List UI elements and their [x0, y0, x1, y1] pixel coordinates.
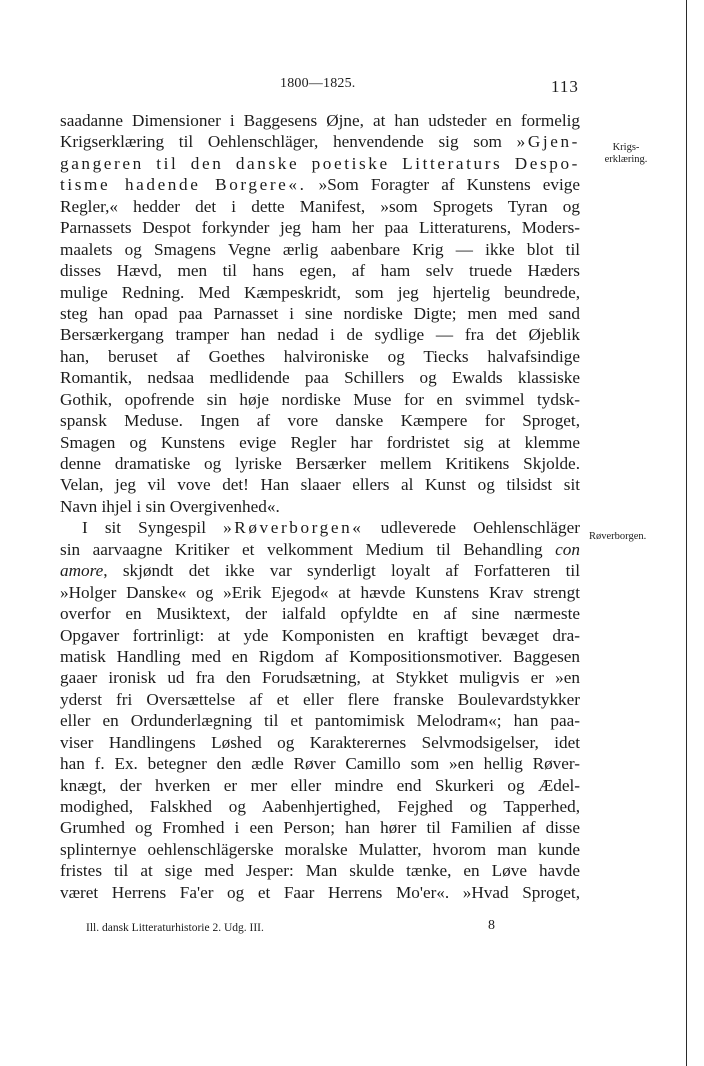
text-line: Krigserklæring til Oehlenschläger, henvendende sig som »Gjen-	[60, 132, 580, 152]
text-line: Regler,« hedder det i dette Manifest, »som Sprogets Tyran og	[60, 196, 580, 216]
text-line: steg han opad paa Parnasset i sine nordiske Digte; men med sand	[60, 303, 580, 323]
text-line: mulige Redning. Med Kæmpeskridt, som jeg hjertelig beundrede,	[60, 282, 580, 302]
text-line: amore, skjøndt det ikke var synderligt loyalt af Forfatteren til	[60, 561, 580, 581]
text-line: Navn ihjel i sin Overgivenhed«.	[60, 496, 280, 516]
text-line: gaaer ironisk ud fra den Forudsætning, at Stykket muligvis er »en	[60, 668, 580, 688]
text-line: tisme hadende Borgere«. »Som Foragter af Kunstens evige	[60, 175, 580, 195]
spaced-text: tisme hadende Borgere«.	[60, 175, 307, 195]
text-line: spansk Meduse. Ingen af vore danske Kæmpere for Sproget,	[60, 411, 580, 431]
text-line: Opgaver fortrinligt: at yde Komponisten en kraftigt bevæget dra-	[60, 625, 580, 645]
spaced-text: »Røverborgen«	[223, 518, 364, 538]
page-number: 113	[551, 77, 579, 96]
text-line: Grumhed og Fromhed i een Person; han hører til Familien af disse	[60, 818, 580, 838]
italic-text: con	[555, 539, 580, 559]
italic-text: amore	[60, 561, 104, 581]
text-line: Velan, jeg vil vove det! Han slaaer ellers al Kunst og tilsidst sit	[60, 475, 580, 495]
text-line: matisk Handling med en Rigdom af Kompositionsmotiver. Baggesen	[60, 646, 580, 666]
footer-book-title: Ill. dansk Litteraturhistorie 2. Udg. III.	[86, 922, 264, 934]
spaced-text: »Gjen-	[516, 132, 580, 152]
running-header-years: 1800—1825.	[280, 76, 356, 91]
footer-signature: 8	[488, 918, 495, 933]
text-line: knægt, der hverken er mer eller mindre end Skurkeri og Ædel-	[60, 775, 580, 795]
text-line: maalets og Smagens Vegne ærlig aabenbare Krig — ikke blot til	[60, 239, 580, 259]
text-line: han, beruset af Goethes halvironiske og Tiecks halvafsindige	[60, 346, 580, 366]
text-line: Bersærkergang tramper han nedad i de sydlige — fra det Øjeblik	[60, 325, 580, 345]
margin-note-line: Krigs-	[612, 142, 640, 153]
text-line: yderst fri Oversættelse af et eller flere franske Boulevardstykker	[60, 689, 580, 709]
text-line: været Herrens Fa'er og et Faar Herrens Mo'er«. »Hvad Sproget,	[60, 882, 580, 902]
margin-note-roverborgen: Røverborgen.	[589, 531, 647, 542]
text-line: eller en Ordunderlægning til et pantomimisk Melodram«; han paa-	[60, 711, 580, 731]
text-line: fristes til at sige med Jesper: Man skulde tænke, en Løve havde	[60, 861, 580, 881]
text-line: Smagen og Kunstens evige Regler har fordristet sig at klemme	[60, 432, 580, 452]
text-line: Romantik, nedsaa medlidende paa Schillers og Ewalds klassiske	[60, 368, 580, 388]
margin-note-krigserklaering	[590, 142, 662, 166]
text-line: denne dramatiske og lyriske Bersærker mellem Kritikens Skjolde.	[60, 454, 580, 473]
text-line: disses Hævd, men til hans egen, af ham selv truede Hæders	[60, 261, 580, 281]
text-line: Gothik, opofrende sin høje nordiske Muse for en svimmel tydsk-	[60, 389, 580, 409]
text-line: Parnassets Despot forkynder jeg ham her paa Litteraturens, Moders-	[60, 218, 580, 238]
text-line: gangeren til den danske poetiske Litteraturs Despo-	[60, 153, 580, 173]
text-line: modighed, Falskhed og Aabenhjertighed, Fejghed og Tapperhed,	[60, 797, 580, 816]
text-line: overfor en Musiktext, der ialfald opfyldte en af sine nærmeste	[60, 604, 580, 624]
text-line: han f. Ex. betegner den ædle Røver Camillo som »en hellig Røver-	[60, 754, 580, 774]
text-line: sin aarvaagne Kritiker et velkomment Medium til Behandling con	[60, 539, 580, 559]
text-line: viser Handlingens Løshed og Karakterernes Selvmodsigelser, idet	[60, 732, 580, 752]
text-line: I sit Syngespil »Røverborgen« udleverede Oehlenschläger	[82, 518, 580, 538]
margin-note-line: erklæring.	[604, 154, 648, 165]
text-line: »Holger Danske« og »Erik Ejegod« at hævde Kunstens Krav strengt	[60, 582, 580, 602]
body-text	[60, 110, 580, 903]
page-edge-line	[686, 0, 687, 1066]
text-line: saadanne Dimensioner i Baggesens Øjne, at han udsteder en formelig	[60, 111, 580, 130]
text-line: splinternye oehlenschlägerske moralske Mulatter, hvorom man kunde	[60, 839, 580, 859]
